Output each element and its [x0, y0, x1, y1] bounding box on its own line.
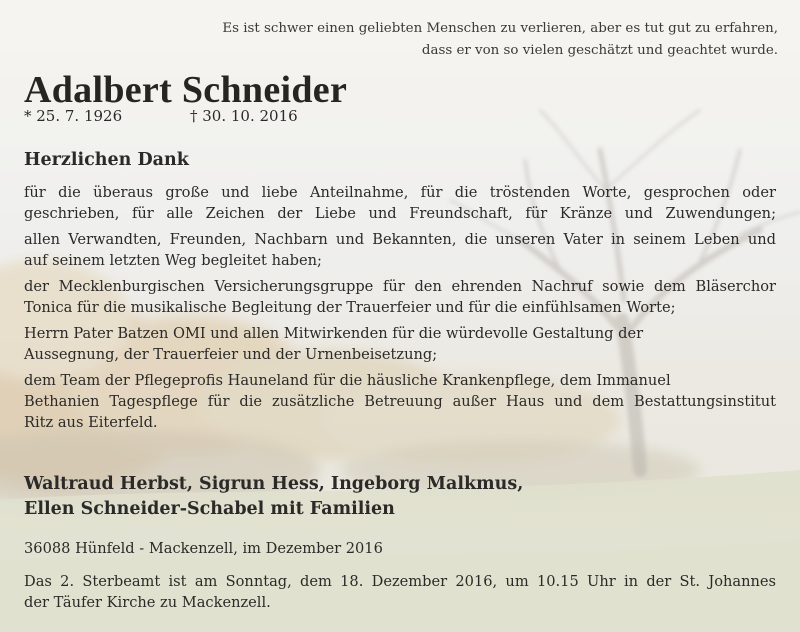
text-line: Das 2. Sterbeamt ist am Sonntag, dem 18. Dezember 2016, um 10.15 Uhr in der St. Johannes: [24, 573, 776, 590]
thanks-paragraphs: [24, 182, 776, 438]
thanks-heading: Herzlichen Dank: [24, 150, 189, 170]
thanks-paragraph: [24, 229, 776, 271]
birth-date: * 25. 7. 1926: [24, 107, 123, 125]
signer-line: Ellen Schneider-Schabel mit Familien: [24, 499, 395, 519]
text-line: geschrieben, für alle Zeichen der Liebe und Freundschaft, für Kränze und Zuwendungen;: [24, 205, 776, 222]
text-line: Tonica für die musikalische Begleitung der Trauerfeier und für die einfühlsamen Worte;: [24, 299, 676, 316]
thanks-paragraph: [24, 370, 776, 433]
life-dates: [24, 107, 298, 125]
quote-line: dass er von so vielen geschätzt und geachtet wurde.: [421, 43, 778, 58]
quote-line: Es ist schwer einen geliebten Menschen zu verlieren, aber es tut gut zu erfahren,: [222, 21, 778, 36]
text-line: der Mecklenburgischen Versicherungsgruppe für den ehrenden Nachruf sowie dem Bläserchor: [24, 278, 776, 295]
place-and-date: 36088 Hünfeld - Mackenzell, im Dezember 2016: [24, 540, 383, 557]
memorial-quote: [218, 18, 778, 62]
deceased-name: Adalbert Schneider: [24, 69, 348, 111]
death-date: † 30. 10. 2016: [190, 107, 298, 125]
thanks-paragraph: [24, 182, 776, 224]
family-signers: [24, 472, 523, 522]
thanks-paragraph: [24, 276, 776, 318]
text-line: auf seinem letzten Weg begleitet haben;: [24, 252, 322, 269]
text-line: dem Team der Pflegeprofis Hauneland für die häusliche Krankenpflege, dem Immanuel: [24, 372, 671, 389]
text-line: für die überaus große und liebe Anteilnahme, für die tröstenden Worte, gesprochen oder: [24, 184, 776, 201]
text-line: Herrn Pater Batzen OMI und allen Mitwirkenden für die würdevolle Gestaltung der: [24, 325, 644, 342]
text-line: der Täufer Kirche zu Mackenzell.: [24, 594, 271, 611]
signer-line: Waltraud Herbst, Sigrun Hess, Ingeborg Malkmus,: [24, 474, 524, 494]
text-line: Bethanien Tagespflege für die zusätzliche Betreuung außer Haus und dem Bestattungsinstitut: [24, 393, 776, 410]
thanks-paragraph: [24, 323, 776, 365]
text-line: Ritz aus Eiterfeld.: [24, 414, 158, 431]
memorial-service-notice: [24, 571, 776, 613]
text-line: allen Verwandten, Freunden, Nachbarn und Bekannten, die unseren Vater in seinem Leben und: [24, 231, 776, 248]
text-line: Aussegnung, der Trauerfeier und der Urnenbeisetzung;: [24, 346, 438, 363]
